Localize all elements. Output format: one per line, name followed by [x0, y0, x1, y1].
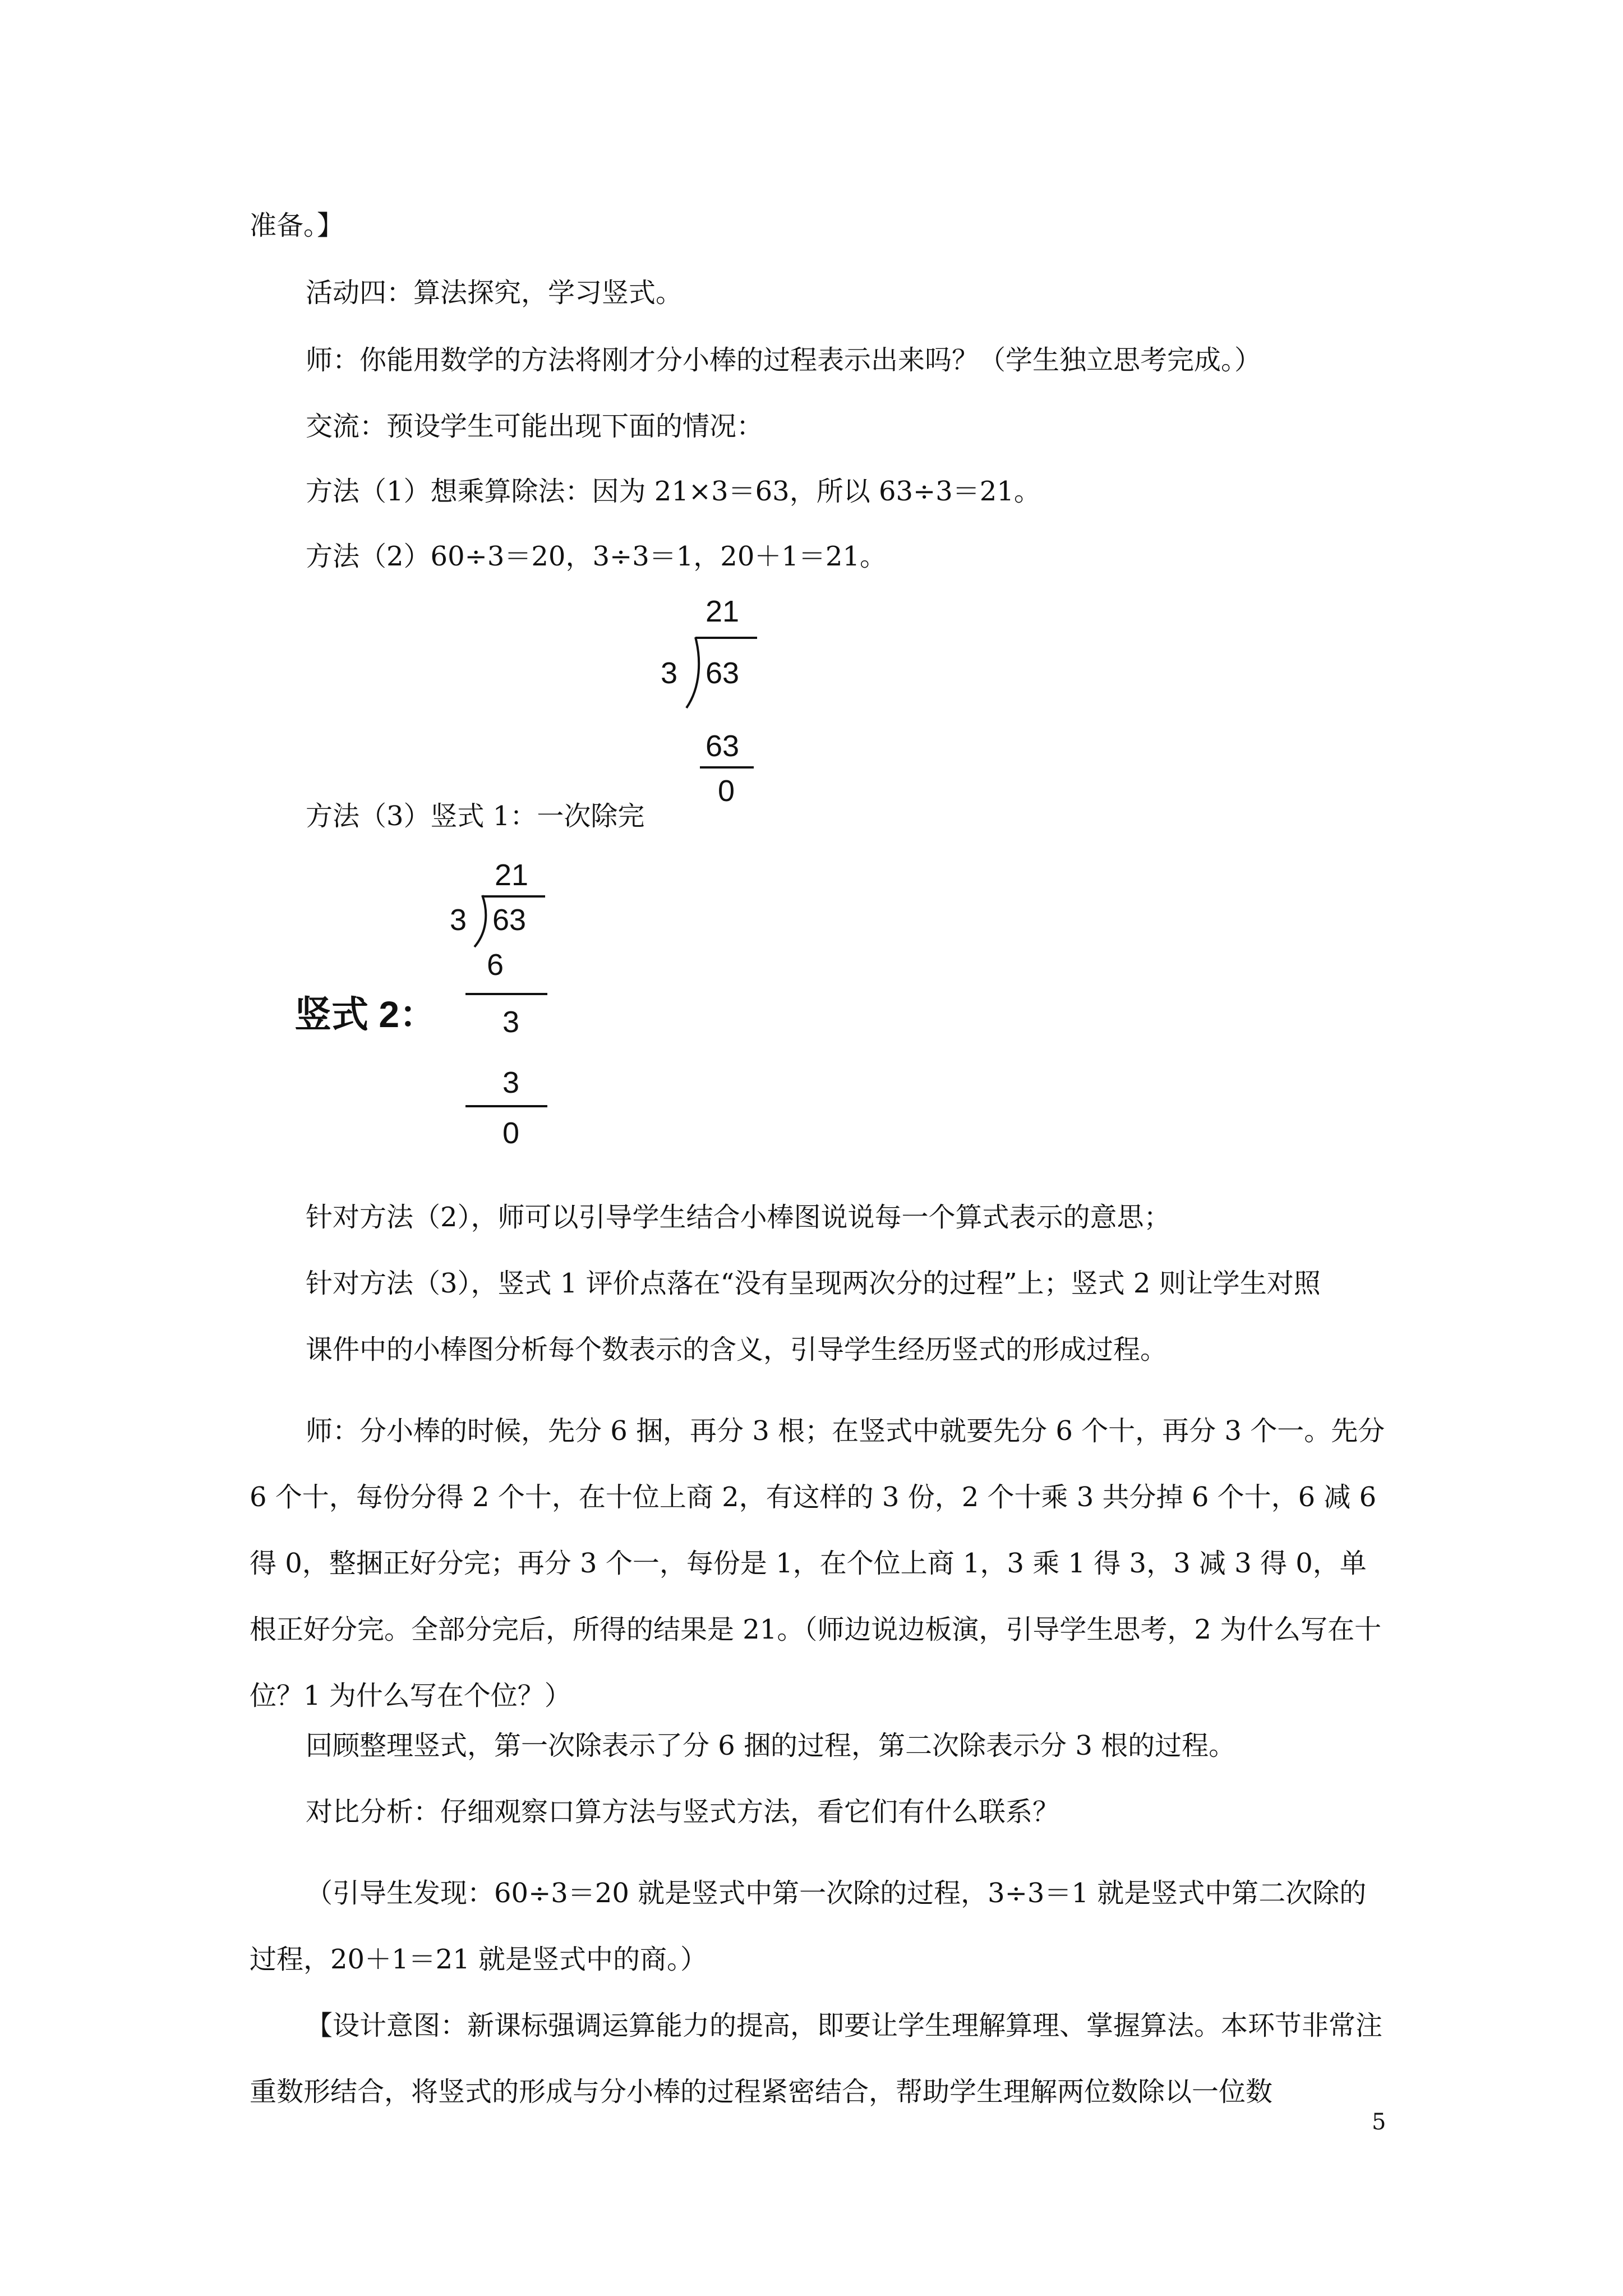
- product: 63: [706, 729, 740, 763]
- paragraph-line: 针对方法（3），竖式 1 评价点落在“没有呈现两次分的过程”上；竖式 2 则让学生对照: [306, 1268, 1321, 1299]
- second-product: 3: [502, 1066, 520, 1099]
- paragraph-line: 对比分析：仔细观察口算方法与竖式方法，看它们有什么联系？: [306, 1796, 1060, 1828]
- division-bar: [483, 895, 545, 898]
- page-number: 5: [1372, 2109, 1386, 2135]
- quotient: 21: [495, 858, 529, 892]
- divisor: 3: [661, 656, 678, 690]
- paragraph-line: 回顾整理竖式，第一次除表示了分 6 捆的过程，第二次除表示分 3 根的过程。: [306, 1730, 1236, 1761]
- method-3: 方法（3）竖式 1：一次除完: [306, 800, 645, 832]
- divisor: 3: [450, 903, 467, 937]
- method-2: 方法（2）60÷3＝20，3÷3＝1，20＋1＝21。: [306, 541, 887, 572]
- subtraction-line: [465, 993, 547, 995]
- paragraph-line: 交流：预设学生可能出现下面的情况：: [306, 411, 764, 442]
- long-division-2: [449, 858, 561, 1161]
- remainder: 0: [718, 774, 735, 808]
- paragraph-line: 师：你能用数学的方法将刚才分小棒的过程表示出来吗？（学生独立思考完成。）: [306, 344, 1262, 376]
- dividend: 63: [706, 656, 740, 690]
- division-bracket-icon: [470, 894, 489, 948]
- paragraph-line: 针对方法（2），师可以引导学生结合小棒图说说每一个算式表示的意思；: [306, 1202, 1171, 1233]
- remainder: 0: [502, 1116, 520, 1150]
- subtraction-line: [465, 1105, 547, 1107]
- division-bracket-icon: [681, 636, 701, 709]
- quotient: 21: [706, 595, 740, 628]
- method-1: 方法（1）想乘算除法：因为 21×3＝63，所以 63÷3＝21。: [306, 476, 1041, 507]
- division-bar: [695, 637, 757, 639]
- teacher-explanation: 师：分小棒的时候，先分 6 捆，再分 3 根；在竖式中就要先分 6 个十，再分 3 个一。先分 6 个十，每份分得 2 个十，在十位上商 2，有这样的 3 份，2 个十乘 3 共分掉 6 个十，6 减 6 得 0，整捆正好分完；再分 3 个一，每份是 1，在个位上商 1，3 乘 1 得 3，3 减 3 得 0，单根正好分完。全部分完后，所得的结果是 21。（师边说边板演，引导学生思考，2 为什么写在十位？1 为什么写在个位？）: [250, 1415, 1385, 1711]
- guidance-paragraph: （引导生发现：60÷3＝20 就是竖式中第一次除的过程，3÷3＝1 就是竖式中第二次除的过程，20＋1＝21 就是竖式中的商。）: [250, 1878, 1367, 1975]
- paragraph-line: 课件中的小棒图分析每个数表示的含义，引导学生经历竖式的形成过程。: [306, 1334, 1168, 1365]
- vertical-form-2-label: 竖式 2：: [294, 993, 437, 1035]
- dividend: 63: [492, 903, 527, 937]
- first-product: 6: [487, 948, 504, 982]
- subtraction-line: [700, 766, 754, 769]
- activity-heading: 活动四：算法探究，学习竖式。: [306, 277, 683, 309]
- paragraph-line: 准备。】: [250, 210, 344, 241]
- long-division-1: [656, 595, 768, 830]
- brought-down-digit: 3: [502, 1005, 520, 1039]
- design-intent-paragraph: 【设计意图：新课标强调运算能力的提高，即要让学生理解算理、掌握算法。本环节非常注重数形结合，将竖式的形成与分小棒的过程紧密结合，帮助学生理解两位数除以一位数: [250, 2010, 1383, 2108]
